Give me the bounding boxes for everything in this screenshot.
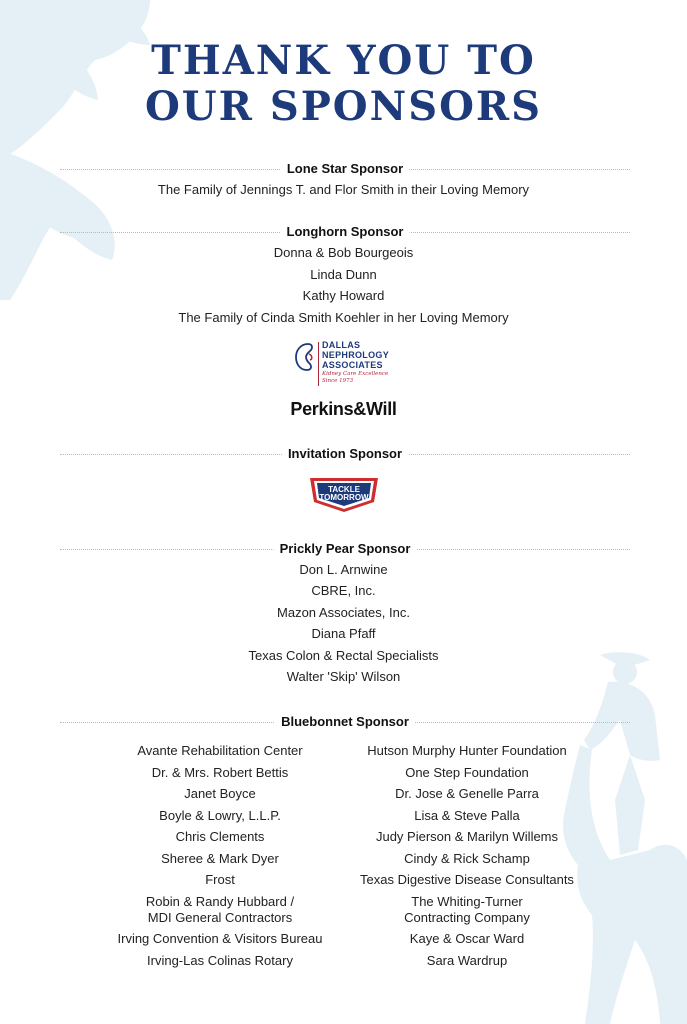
sponsor-name: The Family of Jennings T. and Flor Smith in their Loving Memory xyxy=(157,182,530,197)
section-title: Prickly Pear Sponsor xyxy=(274,539,417,559)
sponsor-name: Janet Boyce xyxy=(184,786,256,801)
sponsor-name: CBRE, Inc. xyxy=(311,583,376,598)
section-title: Invitation Sponsor xyxy=(282,444,408,464)
sponsor-name: Texas Digestive Disease Consultants xyxy=(360,872,574,887)
sponsor-name: Diana Pfaff xyxy=(311,626,376,641)
sponsor-name: The Family of Cinda Smith Koehler in her Loving Memory xyxy=(178,310,509,325)
logo-text: DALLAS NEPHROLOGY ASSOCIATES xyxy=(322,340,390,370)
tackle-tomorrow-logo xyxy=(304,474,384,514)
title-line-2: OUR SPONSORS xyxy=(144,83,543,130)
title-line-1: THANK YOU TO xyxy=(151,37,536,84)
sponsor-name: Linda Dunn xyxy=(310,267,377,282)
sponsor-name: Walter 'Skip' Wilson xyxy=(286,669,401,684)
sponsor-name: Chris Clements xyxy=(175,829,265,844)
sponsor-name: Irving Convention & Visitors Bureau xyxy=(117,931,323,946)
dallas-nephrology-logo xyxy=(294,340,404,388)
section-heading-lone-star xyxy=(60,159,630,179)
section-heading-bluebonnet xyxy=(60,712,630,732)
section-title: Bluebonnet Sponsor xyxy=(275,712,415,732)
sponsor-name: Kathy Howard xyxy=(302,288,385,303)
sponsor-name: Robin & Randy Hubbard / MDI General Contractors xyxy=(145,893,295,925)
bluebonnet-right-column xyxy=(342,743,592,974)
section-title: Longhorn Sponsor xyxy=(281,222,410,242)
perkins-will-logo: Perkins&Will xyxy=(290,399,397,419)
sponsor-name: Dr. & Mrs. Robert Bettis xyxy=(151,764,289,780)
logo-word-2: TOMORROW xyxy=(319,493,369,502)
kidney-icon xyxy=(294,342,316,372)
section-title: Lone Star Sponsor xyxy=(281,159,409,179)
sponsor-name: One Step Foundation xyxy=(405,764,529,780)
sponsor-name: Boyle & Lowry, L.L.P. xyxy=(159,807,281,823)
sponsor-name: Sara Wardrup xyxy=(426,952,508,968)
logo-divider xyxy=(318,342,319,386)
section-heading-prickly-pear xyxy=(60,539,630,559)
sponsor-name: Avante Rehabilitation Center xyxy=(137,743,303,758)
bluebonnet-left-column xyxy=(95,743,345,974)
sponsor-name: Irving-Las Colinas Rotary xyxy=(147,952,293,968)
page-title xyxy=(0,38,687,130)
section-heading-longhorn xyxy=(60,222,630,242)
sponsor-name: Mazon Associates, Inc. xyxy=(277,605,410,620)
sponsor-name: Judy Pierson & Marilyn Willems xyxy=(375,829,559,844)
sponsor-name: Donna & Bob Bourgeois xyxy=(273,245,414,260)
sponsor-name: Frost xyxy=(205,872,235,887)
logo-tagline: Kidney Care Excellence Since 1973 xyxy=(322,371,389,384)
sponsor-name: Kaye & Oscar Ward xyxy=(409,931,525,946)
sponsor-name: Don L. Arnwine xyxy=(299,562,388,577)
sponsor-name: Cindy & Rick Schamp xyxy=(404,850,530,866)
section-heading-invitation xyxy=(60,444,630,464)
sponsor-name: The Whiting-Turner Contracting Company xyxy=(404,893,530,925)
sponsor-name: Sheree & Mark Dyer xyxy=(161,850,279,866)
sponsor-name: Texas Colon & Rectal Specialists xyxy=(248,648,439,663)
sponsor-name: Lisa & Steve Palla xyxy=(414,807,520,823)
sponsor-name: Hutson Murphy Hunter Foundation xyxy=(367,743,567,758)
sponsor-name: Dr. Jose & Genelle Parra xyxy=(395,786,539,801)
logo-word-1: TACKLE xyxy=(328,485,360,494)
